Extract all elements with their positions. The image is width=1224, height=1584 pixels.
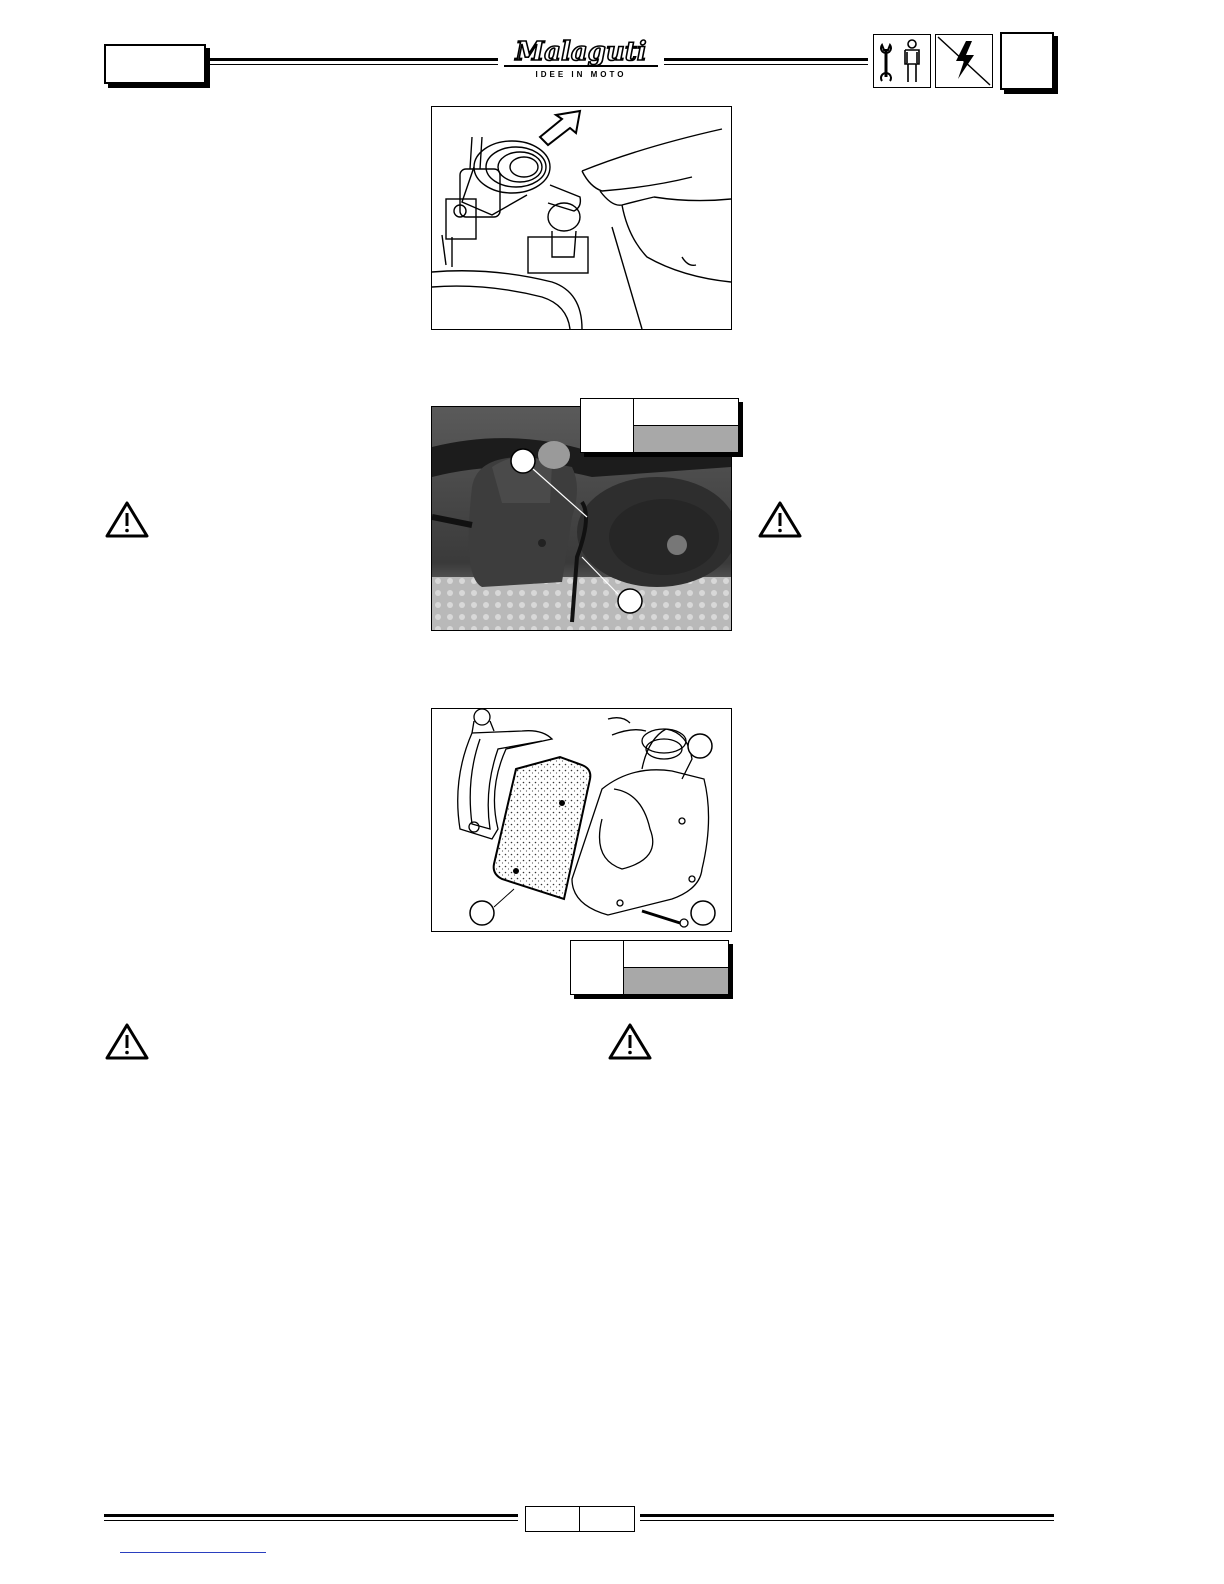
svg-text:Malaguti: Malaguti <box>515 37 647 67</box>
page-number-box <box>525 1506 635 1532</box>
spec-box-fig3 <box>570 940 729 995</box>
callout-1 <box>511 449 535 473</box>
fig-carburetor-removal <box>431 106 732 330</box>
header-rule-left <box>210 58 498 61</box>
warning-icon <box>104 500 150 540</box>
callout-2 <box>618 589 642 613</box>
callout-3 <box>688 734 712 758</box>
footer-link[interactable] <box>120 1552 266 1553</box>
callout-4 <box>470 901 494 925</box>
electrical-hazard-icon <box>956 41 974 79</box>
footer-rule-left-thin <box>104 1520 518 1521</box>
spec-code-cell <box>571 941 624 994</box>
warning-icon <box>104 1022 150 1062</box>
header-rule-left-thin <box>210 64 498 65</box>
footer-rule-left <box>104 1514 518 1517</box>
svg-text:IDEE IN MOTO: IDEE IN MOTO <box>535 70 627 79</box>
warning-icon <box>607 1022 653 1062</box>
section-tab <box>1000 32 1054 90</box>
spec-title-cell <box>634 399 738 426</box>
tools-mechanic-icon-box <box>873 34 931 88</box>
spec-shaded-cell <box>634 426 738 452</box>
brand-logo <box>498 36 664 80</box>
footer-rule-right <box>640 1514 1054 1517</box>
warning-icon <box>757 500 803 540</box>
callout-5 <box>691 901 715 925</box>
fig-filter-exploded <box>431 708 732 932</box>
chapter-tab <box>104 44 206 84</box>
spec-shaded-cell <box>624 968 728 994</box>
electrical-icon-box <box>935 34 993 88</box>
header-rule-right <box>664 58 868 61</box>
spec-code-cell <box>581 399 634 452</box>
mechanic-figure-icon <box>905 40 919 82</box>
spec-title-cell <box>624 941 728 968</box>
footer-rule-right-thin <box>640 1520 1054 1521</box>
wrench-icon <box>881 45 891 81</box>
header-rule-right-thin <box>664 64 868 65</box>
page-number-divider <box>579 1507 580 1531</box>
spec-box-fig2 <box>580 398 739 453</box>
